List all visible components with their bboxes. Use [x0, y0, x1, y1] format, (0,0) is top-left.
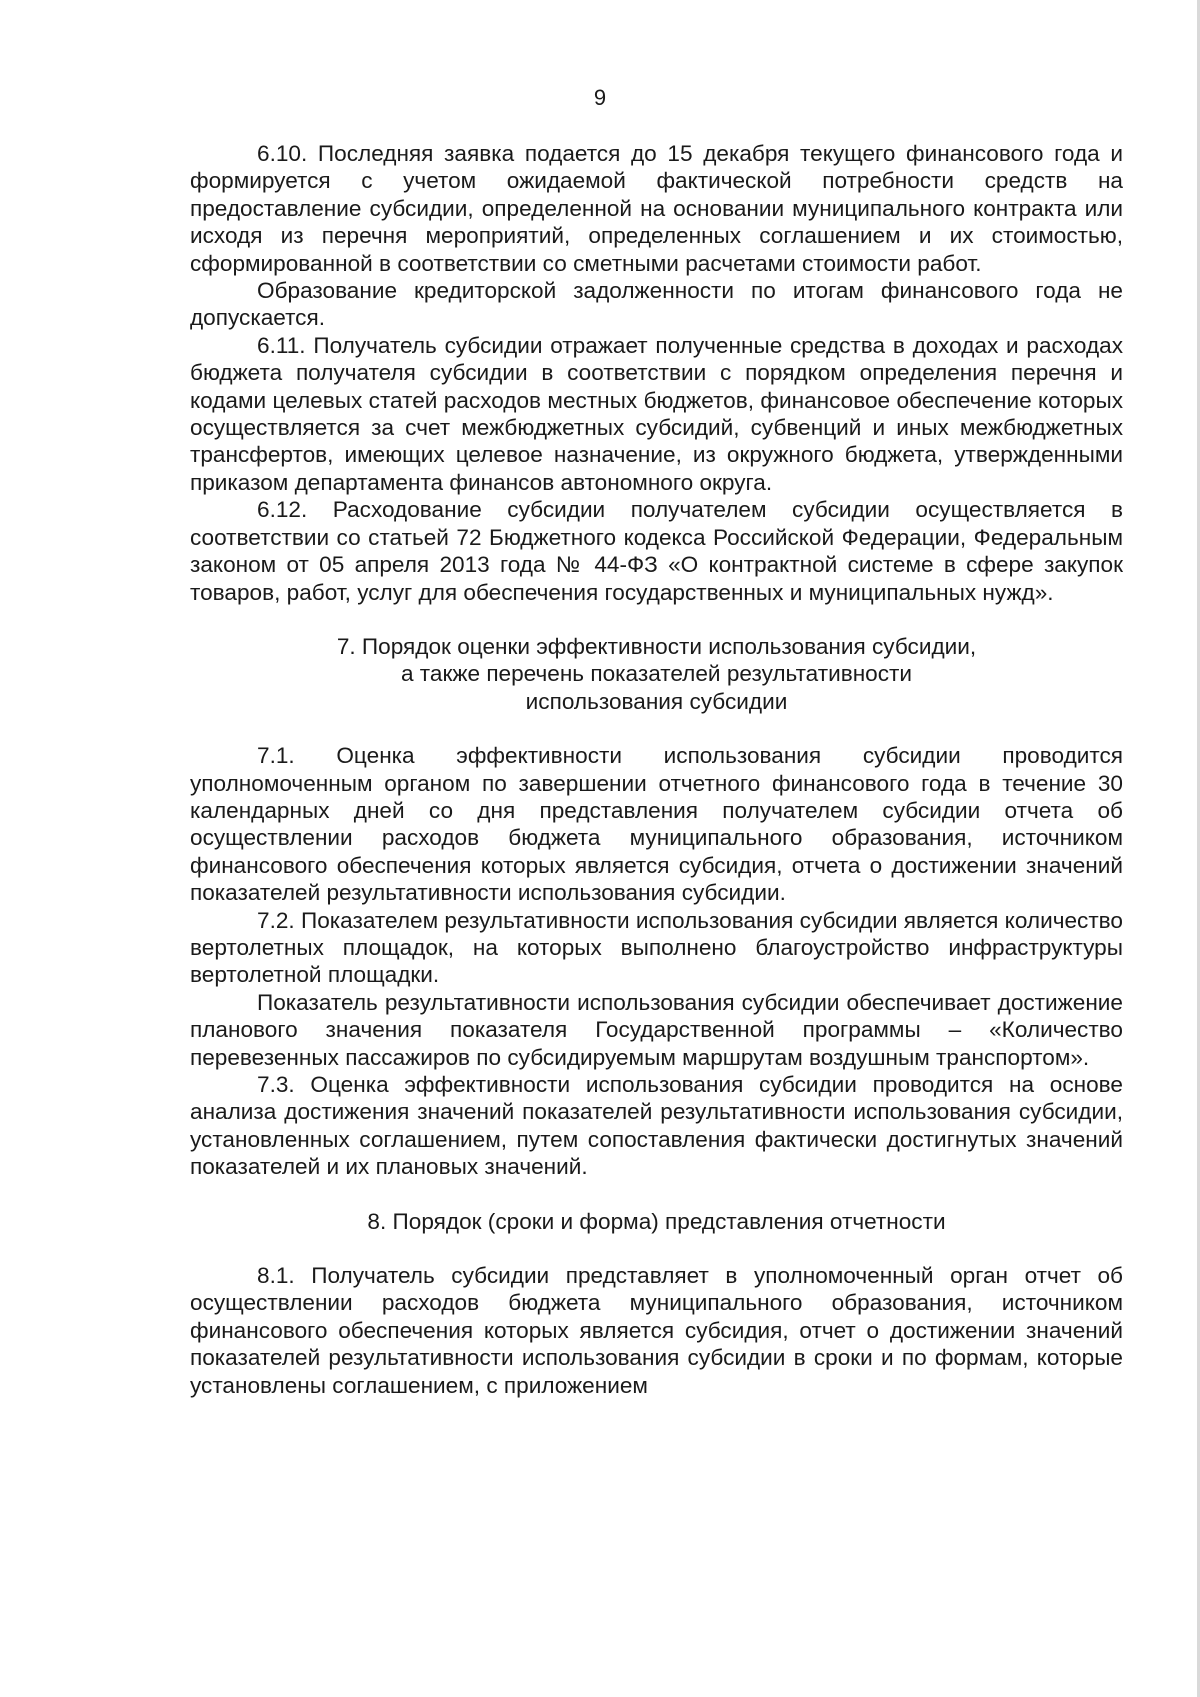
paragraph-7-3: 7.3. Оценка эффективности использования субсидии проводится на основе анализа достижения значений показателей результативности использования субсидии, установленных соглашением, путем сопоставления фактически достигнутых значений показателей и их плановых значений.	[190, 1072, 1123, 1180]
paragraph-6-10: 6.10. Последняя заявка подается до 15 декабря текущего финансового года и формируется с учетом ожидаемой фактической потребности средств на предоставление субсидии, определенной на основании муниципального контракта или исходя из перечня мероприятий, определенных соглашением и их стоимостью, сформированной в соответствии со сметными расчетами стоимости работ.	[190, 141, 1123, 276]
document-body	[190, 140, 1123, 1399]
paragraph-7-2-cont: Показатель результативности использования субсидии обеспечивает достижение планового значения показателя Государственной программы – «Количество перевезенных пассажиров по субсидируемым маршрутам воздушным транспортом».	[190, 989, 1123, 1070]
section-8-heading: 8. Порядок (сроки и форма) представления отчетности	[367, 1208, 946, 1234]
section-7-heading-line-2: а также перечень показателей результативности	[400, 661, 913, 687]
section-7-heading-line-3: использования субсидии	[525, 688, 788, 714]
paragraph-6-10-cont: Образование кредиторской задолженности по итогам финансового года не допускается.	[190, 278, 1123, 331]
section-7-heading-line-1: 7. Порядок оценки эффективности использования субсидии,	[336, 633, 977, 659]
section-7-heading	[190, 633, 1123, 715]
paragraph-7-1: 7.1. Оценка эффективности использования субсидии проводится уполномоченным органом по завершении отчетного финансового года в течение 30 календарных дней со дня представления получателем субсидии отчета об осуществлении расходов бюджета муниципального образования, источником финансового обеспечения которых является субсидия, отчета о достижении значений показателей результативности использования субсидии.	[190, 743, 1123, 906]
paragraph-7-2: 7.2. Показателем результативности использования субсидии является количество вертолетных площадок, на которых выполнено благоустройство инфраструктуры вертолетной площадки.	[190, 907, 1123, 988]
page-number: 9	[593, 85, 607, 110]
paragraph-6-12: 6.12. Расходование субсидии получателем субсидии осуществляется в соответствии со статьей 72 Бюджетного кодекса Российской Федерации, Федеральным законом от 05 апреля 2013 года № 44-ФЗ «О контрактной системе в сфере закупок товаров, работ, услуг для обеспечения государственных и муниципальных нужд».	[190, 497, 1123, 605]
paragraph-8-1: 8.1. Получатель субсидии представляет в уполномоченный орган отчет об осуществлении расходов бюджета муниципального образования, источником финансового обеспечения которых является субсидия, отчет о достижении значений показателей результативности использования субсидии в сроки и по формам, которые установлены соглашением, с приложением	[190, 1263, 1123, 1398]
paragraph-6-11: 6.11. Получатель субсидии отражает полученные средства в доходах и расходах бюджета получателя субсидии в соответствии с порядком определения перечня и кодами целевых статей расходов местных бюджетов, финансовое обеспечение которых осуществляется за счет межбюджетных субсидий, субвенций и иных межбюджетных трансфертов, имеющих целевое назначение, из окружного бюджета, утвержденными приказом департамента финансов автономного округа.	[190, 332, 1123, 495]
